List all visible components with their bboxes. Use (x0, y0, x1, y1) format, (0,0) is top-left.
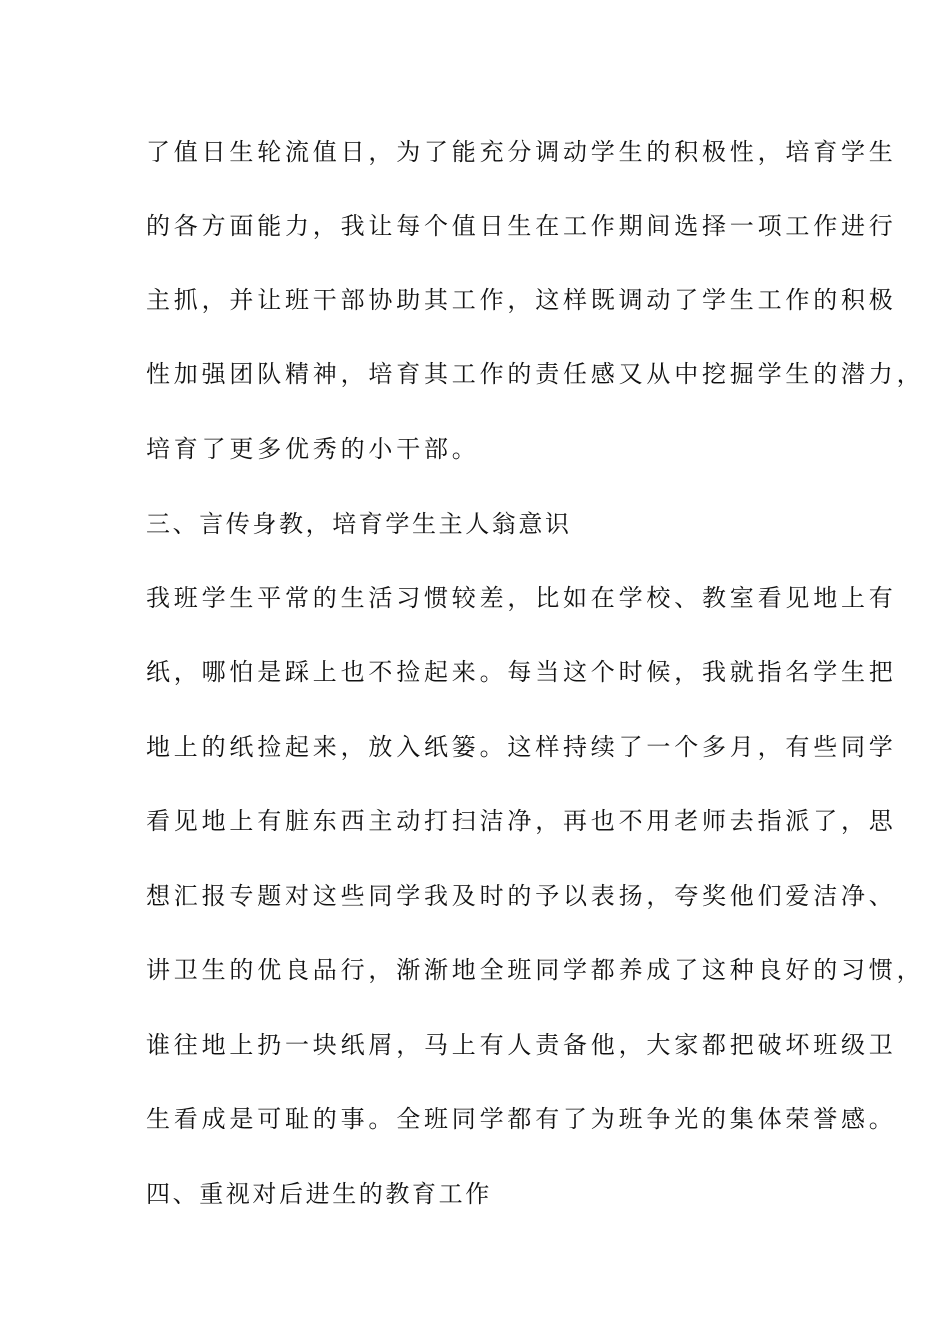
paragraph-line: 了值日生轮流值日，为了能充分调动学生的积极性，培育学生 (146, 138, 897, 166)
paragraph-line: 培育了更多优秀的小干部。 (146, 435, 480, 463)
paragraph-line: 性加强团队精神，培育其工作的责任感又从中挖掘学生的潜力， (146, 360, 925, 388)
paragraph-line: 想汇报专题对这些同学我及时的予以表扬，夸奖他们爱洁净、 (146, 882, 897, 910)
paragraph-line: 纸，哪怕是踩上也不捡起来。每当这个时候，我就指名学生把 (146, 658, 897, 686)
paragraph-line: 看见地上有脏东西主动打扫洁净，再也不用老师去指派了，思 (146, 807, 897, 835)
section-heading: 四、重视对后进生的教育工作 (146, 1180, 492, 1208)
paragraph-line: 地上的纸捡起来，放入纸篓。这样持续了一个多月，有些同学 (146, 733, 897, 761)
paragraph-line: 谁往地上扔一块纸屑，马上有人责备他，大家都把破坏班级卫 (146, 1031, 897, 1059)
section-heading: 三、言传身教，培育学生主人翁意识 (146, 510, 572, 538)
paragraph-line: 的各方面能力，我让每个值日生在工作期间选择一项工作进行 (146, 212, 897, 240)
paragraph-line: 主抓，并让班干部协助其工作，这样既调动了学生工作的积极 (146, 286, 897, 314)
paragraph-line: 生看成是可耻的事。全班同学都有了为班争光的集体荣誉感。 (146, 1105, 897, 1133)
paragraph-line: 我班学生平常的生活习惯较差，比如在学校、教室看见地上有 (146, 584, 897, 612)
paragraph-line: 讲卫生的优良品行，渐渐地全班同学都养成了这种良好的习惯， (146, 956, 925, 984)
